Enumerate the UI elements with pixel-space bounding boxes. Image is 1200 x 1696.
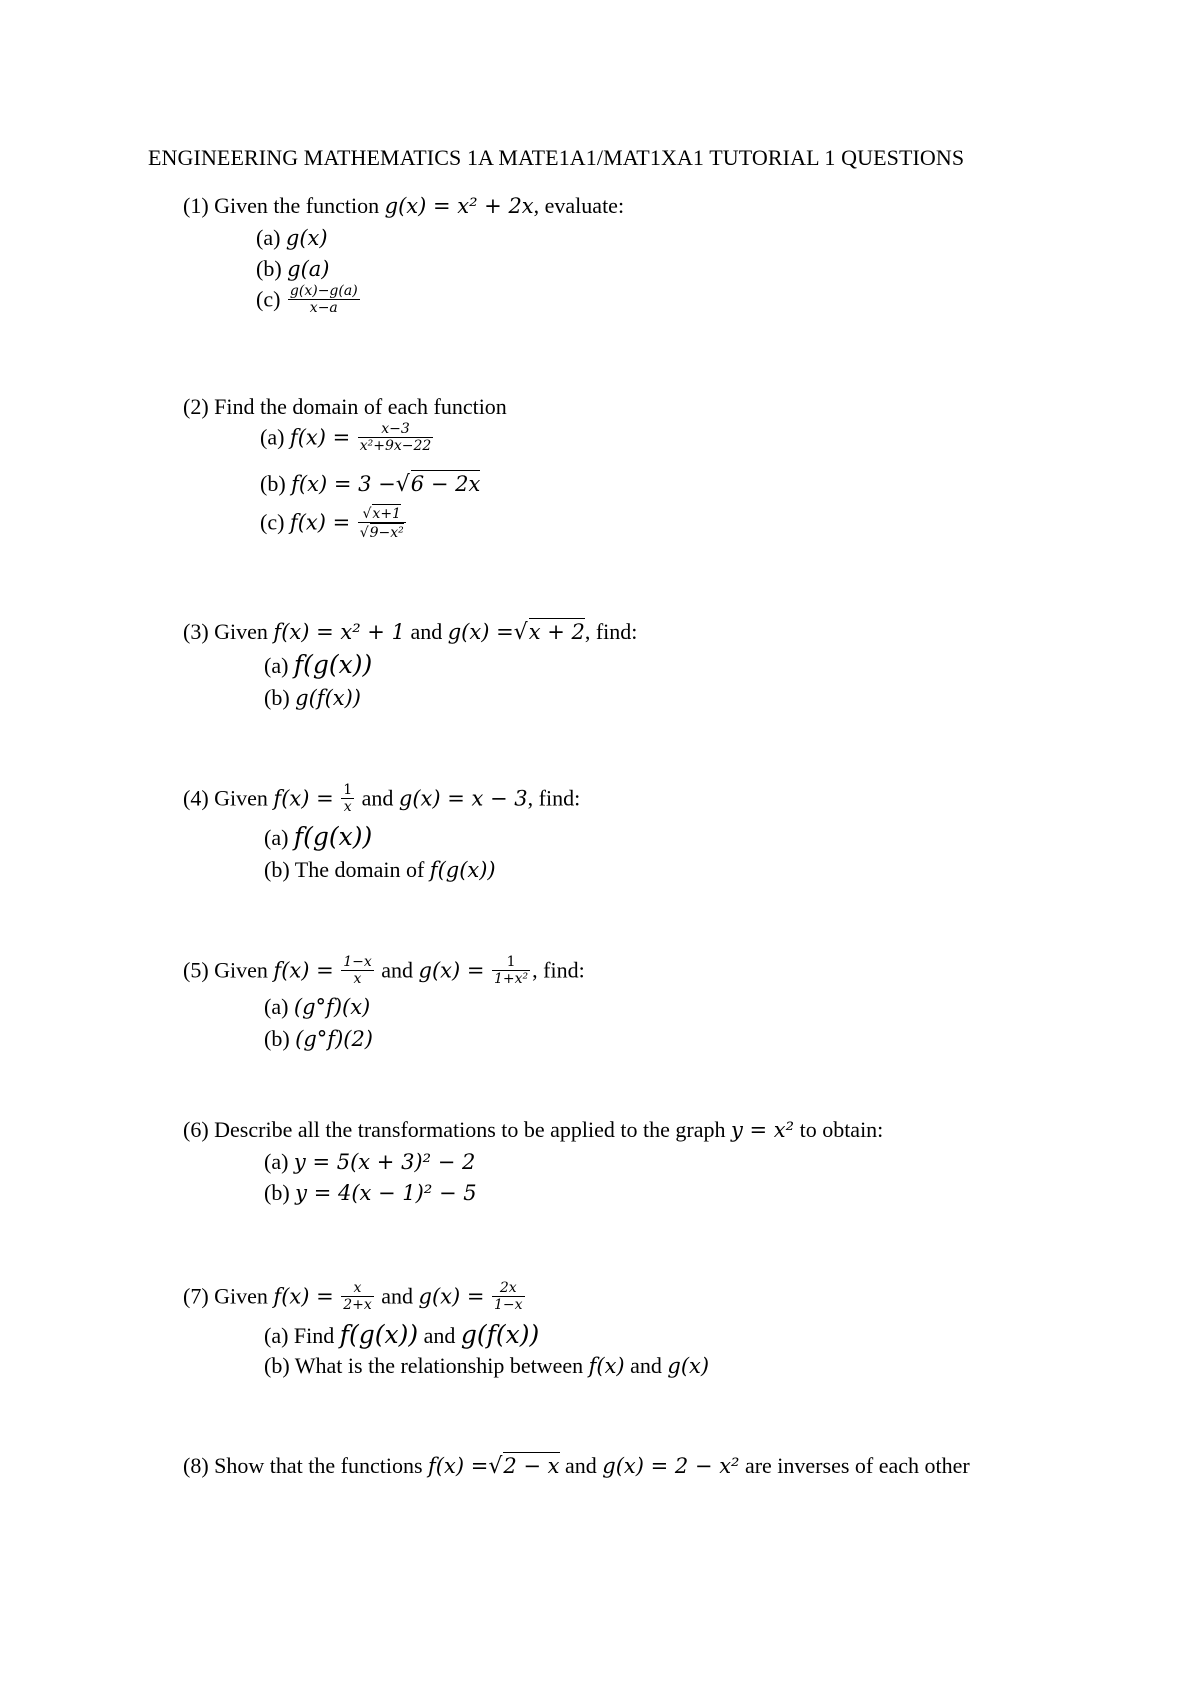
question-5: (5) Given f(x) = $\frac{1-x}{x}$ and g(x) = $\frac{1}{\text{1+x²}}$ , find: (183, 954, 585, 987)
math-expression: g(x) = x² + 2x (384, 194, 534, 218)
question-number: (6) (183, 1117, 209, 1142)
math-expression: g(x) (667, 1354, 710, 1378)
question-4-part-a: (a) f(g(x)) (264, 822, 373, 851)
math-expression: f(g(x)) (429, 858, 496, 882)
radicand: 9−x² (369, 525, 404, 541)
math-expression: g(x) = (447, 620, 514, 644)
fraction: $\frac{x-3}{\text{x²+9x−22}}$ (359, 421, 432, 454)
question-text: , evaluate: (533, 193, 625, 218)
question-5-part-a: (a) (g°f)(x) (264, 994, 371, 1019)
math-expression: f(x) = (273, 1284, 334, 1309)
question-7-part-a: (a) Find f(g(x)) and g(f(x)) (264, 1320, 540, 1349)
radicand: x + 2 (528, 620, 585, 644)
question-4: (4) Given f(x) = $\frac{1}{x}$ and g(x) = x − 3, find: (183, 782, 581, 815)
math-expression: y = 5(x + 3)² − 2 (293, 1150, 476, 1174)
question-1-part-c: (c) $\frac{g(x)-g(a)}{x-a}$ (256, 283, 358, 316)
fraction: $\frac{1}{\text{1+x²}}$ (493, 954, 529, 987)
question-text: Given the function (214, 193, 380, 218)
math-expression: g(f(x)) (460, 1320, 540, 1349)
question-text: Given (214, 619, 268, 644)
question-6-part-a: (a) y = 5(x + 3)² − 2 (264, 1149, 476, 1174)
question-3-part-a: (a) f(g(x)) (264, 650, 373, 679)
question-number: (3) (183, 619, 209, 644)
math-expression: f(x) = (428, 1454, 489, 1478)
question-text: Show that the functions (214, 1453, 423, 1478)
question-2-part-b: (b) f(x) = 3 −√6 − 2x (260, 471, 481, 497)
math-expression: g(x) (285, 226, 328, 250)
question-text: Given (214, 957, 268, 983)
question-number: (2) (183, 394, 209, 419)
page-title: ENGINEERING MATHEMATICS 1A MATE1A1/MAT1XA1 TUTORIAL 1 QUESTIONS (148, 145, 965, 170)
fraction: $\frac{x}{2+x}$ (343, 1280, 372, 1313)
question-number: (1) (183, 193, 209, 218)
math-expression: y = 4(x − 1)² − 5 (295, 1181, 477, 1205)
math-expression: g(f(x)) (295, 686, 361, 710)
math-expression: f(g(x)) (293, 822, 373, 851)
math-expression: f(x) = x² + 1 (273, 620, 405, 644)
fraction: $\frac{1-x}{x}$ (343, 954, 372, 987)
math-expression: (g°f)(2) (295, 1027, 374, 1051)
question-4-part-b: (b) The domain of f(g(x)) (264, 857, 496, 882)
math-expression: f(x) = 3 − (291, 472, 396, 496)
math-expression: g(a) (287, 257, 330, 281)
fraction: $\frac{√x+1}{\text{√9−x²}}$ (359, 506, 404, 541)
math-expression: f(x) = (289, 425, 351, 450)
question-number: (8) (183, 1453, 209, 1478)
fraction: $\frac{1}{x}$ (343, 782, 353, 815)
question-1-part-a: (a) g(x) (256, 225, 328, 250)
radical-sign: √ (488, 1454, 503, 1479)
math-expression: f(x) (588, 1354, 625, 1378)
question-1 (183, 193, 624, 219)
radicand: 2 − x (503, 1454, 560, 1478)
radical-sign: √ (395, 472, 410, 497)
math-expression: g(x) = x − 3 (398, 786, 528, 811)
question-2-part-a: (a) f(x) = $\frac{x-3}{\text{x²+9x−22}}$ (260, 421, 432, 454)
question-5-part-b: (b) (g°f)(2) (264, 1026, 374, 1051)
math-expression: g(x) = (418, 1284, 485, 1309)
question-7-part-b: (b) What is the relationship between f(x) and g(x) (264, 1353, 710, 1378)
math-expression: g(x) = (418, 958, 485, 983)
question-2 (183, 394, 507, 420)
radicand: 6 − 2x (410, 472, 481, 496)
question-text: Given (214, 785, 268, 811)
question-text: Find the domain of each function (214, 394, 507, 419)
question-6: (6) Describe all the transformations to be applied to the graph y = x² to obtain: (183, 1117, 884, 1142)
fraction: $\frac{2x}{1-x}$ (493, 1280, 523, 1313)
question-1-part-b: (b) g(a) (256, 256, 330, 281)
math-expression: f(g(x)) (339, 1320, 419, 1349)
math-expression: f(g(x)) (293, 650, 373, 679)
math-expression: (g°f)(x) (293, 995, 371, 1019)
radical-sign: √ (513, 620, 528, 645)
math-expression: f(x) = (273, 958, 334, 983)
question-7: (7) Given f(x) = $\frac{x}{2+x}$ and g(x) = $\frac{2x}{1-x}$ (183, 1280, 523, 1313)
question-text: Given (214, 1283, 268, 1309)
question-2-part-c: (c) f(x) = $\frac{√x+1}{\text{√9−x²}}$ (260, 506, 404, 541)
math-expression: g(x) = 2 − x² (602, 1454, 740, 1478)
question-text: Describe all the transformations to be applied to the graph (214, 1117, 726, 1142)
fraction: $\frac{g(x)-g(a)}{x-a}$ (289, 283, 358, 316)
question-8: (8) Show that the functions f(x) =√2 − x and g(x) = 2 − x² are inverses of each other (183, 1453, 970, 1479)
math-expression: y = x² (731, 1118, 795, 1142)
question-3: (3) Given f(x) = x² + 1 and g(x) =√x + 2, find: (183, 619, 638, 645)
question-number: (7) (183, 1283, 209, 1309)
math-expression: f(x) = (273, 786, 334, 811)
radicand: x+1 (372, 506, 401, 522)
question-3-part-b: (b) g(f(x)) (264, 685, 361, 710)
math-expression: f(x) = (289, 510, 351, 535)
question-number: (5) (183, 957, 209, 983)
question-number: (4) (183, 785, 209, 811)
question-6-part-b: (b) y = 4(x − 1)² − 5 (264, 1180, 477, 1205)
